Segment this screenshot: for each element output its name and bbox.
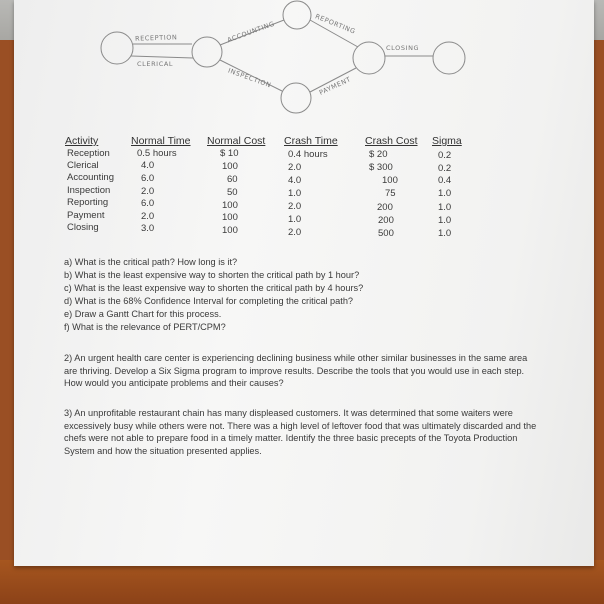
cell-sigma: 1.0 — [438, 188, 452, 199]
question-b: b) What is the least expensive way to shorten the critical path by 1 hour? — [64, 270, 360, 280]
label-inspection: INSPECTION — [226, 66, 273, 90]
cell-sigma: 1.0 — [438, 202, 452, 213]
cell-activity: Clerical — [67, 160, 99, 171]
node-2 — [192, 37, 222, 67]
header-sigma: Sigma — [432, 135, 462, 147]
question-c: c) What is the least expensive way to shorten the critical path by 4 hours? — [64, 283, 364, 293]
problem-2: 2) An urgent health care center is experiencing declining business while other similar businesses in the same area are thriving. Develop a Six Sigma program to improve results. Describe the tools that you would use in each step. How would you anticipate problems and their causes? — [64, 353, 528, 389]
question-d: d) What is the 68% Confidence Interval for completing the critical path? — [64, 296, 354, 306]
header-crash-time: Crash Time — [284, 135, 338, 147]
cell-activity: Inspection — [67, 185, 111, 196]
cell-normal-time: 2.0 — [141, 211, 155, 222]
header-crash-cost: Crash Cost — [365, 135, 418, 147]
header-normal-cost: Normal Cost — [207, 135, 266, 147]
edge-clerical — [131, 56, 193, 58]
cell-normal-cost: 100 — [222, 200, 238, 211]
cell-normal-cost: 50 — [227, 187, 238, 198]
cell-activity: Closing — [67, 222, 99, 233]
cell-activity: Reception — [67, 148, 110, 159]
node-6 — [433, 42, 465, 74]
cell-crash-cost: $ 20 — [369, 149, 388, 160]
node-1 — [101, 32, 133, 64]
header-activity: Activity — [65, 135, 99, 147]
cell-normal-cost: $ 10 — [220, 148, 239, 159]
label-closing: CLOSING — [386, 44, 420, 52]
cell-normal-cost: 100 — [222, 212, 238, 223]
label-clerical: CLERICAL — [137, 60, 174, 68]
cell-crash-time: 4.0 — [288, 175, 302, 186]
question-e: e) Draw a Gantt Chart for this process. — [64, 309, 222, 319]
label-accounting: ACCOUNTING — [226, 19, 276, 45]
node-4 — [281, 83, 311, 113]
cell-normal-time: 4.0 — [141, 160, 155, 171]
cell-normal-cost: 100 — [222, 161, 238, 172]
cell-crash-cost: 100 — [382, 175, 398, 186]
label-payment: PAYMENT — [317, 75, 353, 97]
cell-normal-time: 0.5 hours — [137, 148, 177, 159]
cell-normal-time: 3.0 — [141, 223, 155, 234]
cell-normal-cost: 100 — [222, 225, 238, 236]
cell-sigma: 0.2 — [438, 163, 452, 174]
header-normal-time: Normal Time — [131, 135, 191, 147]
question-a: a) What is the critical path? How long is it? — [64, 257, 238, 267]
node-3 — [283, 1, 311, 29]
question-f: f) What is the relevance of PERT/CPM? — [64, 322, 226, 332]
cell-sigma: 0.2 — [438, 150, 452, 161]
label-reporting: REPORTING — [314, 12, 357, 36]
label-reception: RECEPTION — [134, 33, 178, 43]
cell-crash-time: 2.0 — [288, 162, 302, 173]
cell-sigma: 0.4 — [438, 175, 452, 186]
cell-normal-time: 2.0 — [141, 186, 155, 197]
cell-normal-time: 6.0 — [141, 198, 155, 209]
cell-sigma: 1.0 — [438, 228, 452, 239]
cell-activity: Accounting — [67, 172, 115, 183]
cell-crash-time: 1.0 — [288, 214, 302, 225]
cell-activity: Payment — [67, 210, 105, 221]
cell-crash-cost: 200 — [377, 202, 393, 213]
cell-normal-time: 6.0 — [141, 173, 155, 184]
cell-crash-cost: 500 — [378, 228, 394, 239]
cell-normal-cost: 60 — [227, 174, 238, 185]
cell-sigma: 1.0 — [438, 215, 452, 226]
cell-crash-time: 2.0 — [288, 227, 302, 238]
problem-3: 3) An unprofitable restaurant chain has many displeased customers. It was determined that some waiters were excessively busy while others were not. There was a high level of leftover food that was ultimately discarded and the chefs were not able to prepare food in a timely matter. Identify the three basic precepts of the Toyota Production System and how the situation presented applies. — [64, 408, 537, 456]
cell-crash-time: 0.4 hours — [288, 149, 328, 160]
cell-crash-time: 2.0 — [288, 201, 302, 212]
cell-activity: Reporting — [67, 197, 109, 208]
cell-crash-time: 1.0 — [288, 188, 302, 199]
cell-crash-cost: 75 — [385, 188, 396, 199]
cell-crash-cost: 200 — [378, 215, 394, 226]
cell-crash-cost: $ 300 — [369, 162, 393, 173]
